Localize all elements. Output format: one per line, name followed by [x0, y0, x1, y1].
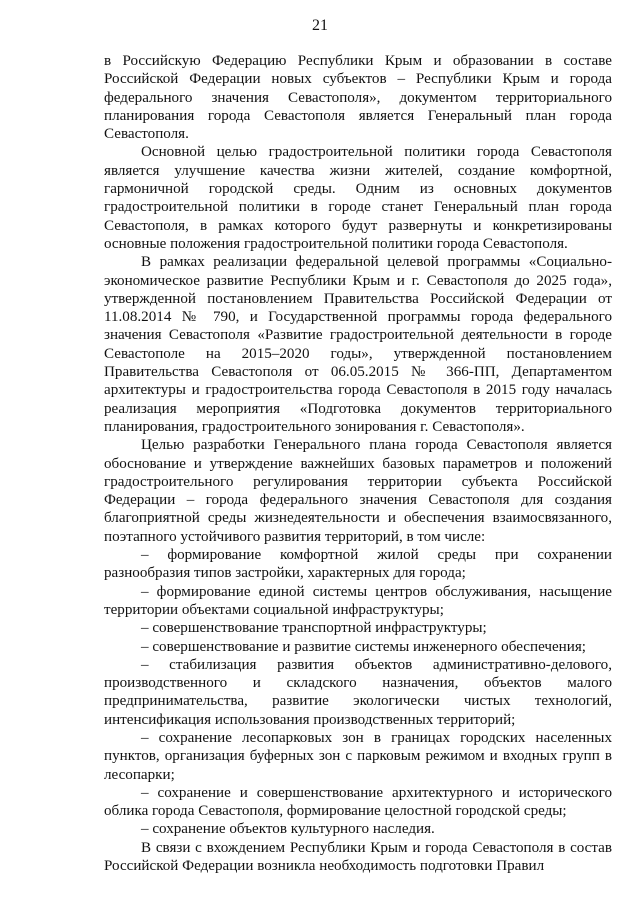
paragraph-program: В рамках реализации федеральной целевой программы «Социально-экономическое развитие Республики Крым и г. Севастополя до 2025 года», утвержденной постановлением Правительства Российской Федерации от 11.08.2014 № 790, и Государственной программы города федерального значения Севастополя «Развитие градостроительной деятельности в городе Севастополе на 2015–2020 годы», утвержденной постановлением Правительства Севастополя от 06.05.2015 № 366-ПП, Департаментом архитектуры и градостроительства города Севастополя в 2015 году началась реализация мероприятия «Подготовка документов территориального планирования, градостроительного зонирования г. Севастополя».: [104, 254, 612, 435]
list-item-transport: – совершенствование транспортной инфраструктуры;: [141, 620, 487, 637]
list-item-business-objects: – стабилизация развития объектов административно-делового, производственного и складского назначения, объектов малого предпринимательства, развитие экологически чистых технологий, интенсификация использования производственных территорий;: [104, 656, 612, 728]
list-item-architecture: – сохранение и совершенствование архитектурного и исторического облика города Севастополя, формирование целостной городской среды;: [104, 784, 612, 820]
list-item-living-environment: – формирование комфортной жилой среды при сохранении разнообразия типов застройки, характерных для города;: [104, 547, 612, 582]
list-item-forest-parks: – сохранение лесопарковых зон в границах городских населенных пунктов, организация буферных зон с парковым режимом и входных групп в лесопарки;: [104, 729, 612, 783]
list-item-service-centers: – формирование единой системы центров обслуживания, насыщение территории объектами социальной инфраструктуры;: [104, 583, 612, 618]
paragraph-goal-policy: Основной целью градостроительной политики города Севастополя является улучшение качества жизни жителей, создание комфортной, гармоничной городской среды. Одним из основных документов градостроительной политики в городе станет Генеральный план города Севастополя, в рамках которого будут развернуты и конкретизированы основные положения градостроительной политики города Севастополя.: [104, 144, 612, 252]
page-body: [104, 52, 612, 875]
list-item-cultural-heritage: – сохранение объектов культурного наследия.: [141, 821, 435, 838]
list-item-engineering: – совершенствование и развитие системы инженерного обеспечения;: [141, 638, 586, 655]
paragraph-final: В связи с вхождением Республики Крым и города Севастополя в состав Российской Федерации возникла необходимость подготовки Правил: [104, 839, 612, 875]
paragraph-continuation: в Российскую Федерацию Республики Крым и образовании в составе Российской Федерации новых субъектов – Республики Крым и города федерального значения Севастополя», документом территориального планирования города Севастополя является Генеральный план города Севастополя.: [104, 53, 612, 143]
paragraph-purpose: Целью разработки Генерального плана города Севастополя является обоснование и утверждение важнейших базовых параметров и положений градостроительного регулирования территории субъекта Российской Федерации – города федерального значения Севастополя для создания благоприятной среды жизнедеятельности и обеспечения взаимосвязанного, поэтапного устойчивого развития территорий, в том числе:: [104, 437, 612, 545]
page-number: 21: [312, 17, 328, 34]
